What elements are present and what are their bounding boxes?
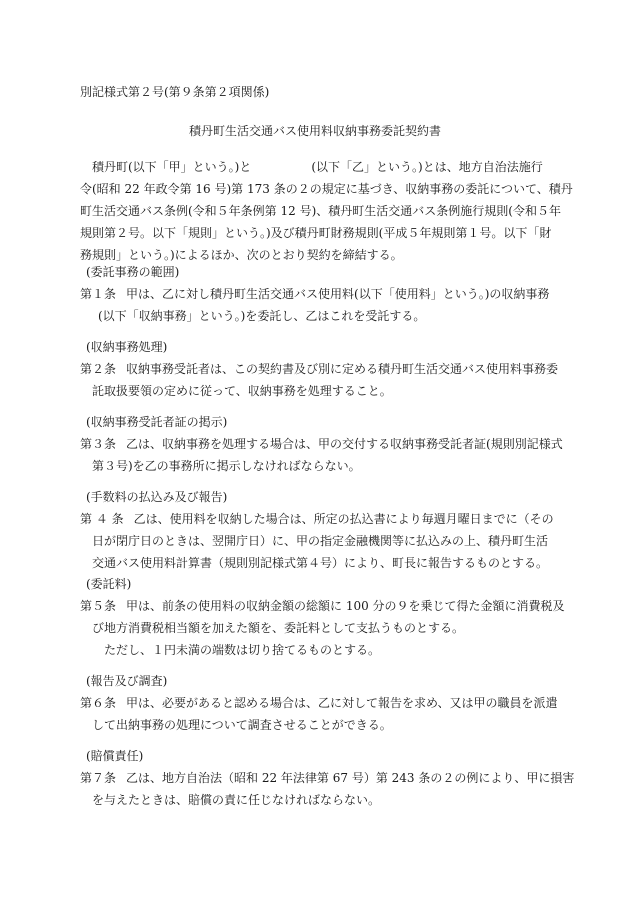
article-line (80, 508, 560, 530)
document-title: 積丹町生活交通バス使用料収納事務委託契約書 (188, 124, 441, 138)
preamble-party-b: (以下「乙」という。)とは、地方自治法施行 (311, 160, 543, 174)
article-text: 乙は、地方自治法（昭和 22 年法律第 67 号）第 243 条の２の例により、甲に損害 (126, 771, 575, 785)
article-line (80, 595, 565, 617)
article-number: 第３条 (80, 437, 117, 451)
article-line (80, 433, 563, 455)
preamble-line: 令(昭和 22 年政令第 16 号)第 173 条の２の規定に基づき、収納事務の委託について、積丹 (80, 182, 573, 196)
article-6 (80, 670, 560, 736)
form-reference: 別記様式第２号(第９条第２項関係) (80, 85, 270, 99)
article-number: 第６条 (80, 696, 117, 710)
article-line: を与えたときは、賠償の責に任じなければならない。 (92, 793, 381, 807)
article-caption: (収納事務受託者証の掲示) (86, 415, 228, 429)
preamble-line (80, 156, 550, 178)
article-line: 託取扱要領の定めに従って、収納事務を処理すること。 (92, 384, 392, 398)
article-proviso: ただし、１円未満の端数は切り捨てるものとする。 (104, 643, 381, 657)
article-line (80, 767, 575, 789)
article-text: 収納事務受託者は、この契約書及び別に定める積丹町生活交通バス使用料事務委 (126, 362, 559, 376)
article-number: 第５条 (80, 599, 117, 613)
preamble (80, 156, 573, 266)
article-number: 第２条 (80, 362, 117, 376)
article-line: 第３号)を乙の事務所に掲示しなければならない。 (92, 459, 361, 473)
preamble-line: 務規則」という。)によるほか、次のとおり契約を締結する。 (80, 248, 403, 262)
article-number: 第 ４ 条 (80, 512, 124, 526)
article-4 (80, 486, 560, 574)
article-text: 甲は、必要があると認める場合は、乙に対して報告を求め、又は甲の職員を派遣 (126, 696, 558, 710)
article-3 (80, 411, 563, 477)
article-text: 乙は、使用料を収納した場合は、所定の払込書により毎週月曜日までに（その (133, 512, 554, 526)
preamble-line: 規則第２号。以下「規則」という。)及び積丹町財務規則(平成５年規則第１号。以下「財 (80, 226, 552, 240)
article-line: (以下「収納事務」という。)を委託し、乙はこれを受託する。 (98, 309, 426, 323)
article-1 (80, 261, 560, 327)
article-line (80, 358, 560, 380)
article-text: 甲は、乙に対し積丹町生活交通バス使用料(以下「使用料」という。)の収納事務 (126, 287, 550, 301)
article-caption: (委託事務の範囲) (86, 265, 180, 279)
article-text: 甲は、前条の使用料の収納金額の総額に 100 分の９を乗じて得た金額に消費税及 (126, 599, 565, 613)
article-2 (80, 336, 560, 402)
article-line: 日が閉庁日のときは、翌開庁日）に、甲の指定金融機関等に払込みの上、積丹町生活 (92, 534, 549, 548)
preamble-line: 町生活交通バス条例(令和５年条例第 12 号)、積丹町生活交通バス条例施行規則(令和５年 (80, 204, 561, 218)
article-line (80, 283, 560, 305)
article-caption: (手数料の払込み及び報告) (86, 490, 228, 504)
article-caption: (委託料) (86, 577, 132, 591)
article-line: び地方消費税相当額を加えた額を、委託料として支払うものとする。 (92, 621, 465, 635)
article-caption: (賠償責任) (86, 749, 144, 763)
article-7 (80, 745, 575, 811)
article-line (80, 692, 560, 714)
preamble-party-a: 積丹町(以下「甲」という。)と (92, 160, 252, 174)
article-line: して出納事務の処理について調査させることができる。 (92, 718, 392, 732)
article-number: 第１条 (80, 287, 117, 301)
article-number: 第７条 (80, 771, 117, 785)
article-caption: (収納事務処理) (86, 340, 168, 354)
article-text: 乙は、収納事務を処理する場合は、甲の交付する収納事務受託者証(規則別記様式 (126, 437, 563, 451)
article-line: 交通バス使用料計算書（規則別記様式第４号）により、町長に報告するものとする。 (92, 556, 549, 570)
article-5 (80, 573, 565, 661)
article-caption: (報告及び調査) (86, 674, 168, 688)
